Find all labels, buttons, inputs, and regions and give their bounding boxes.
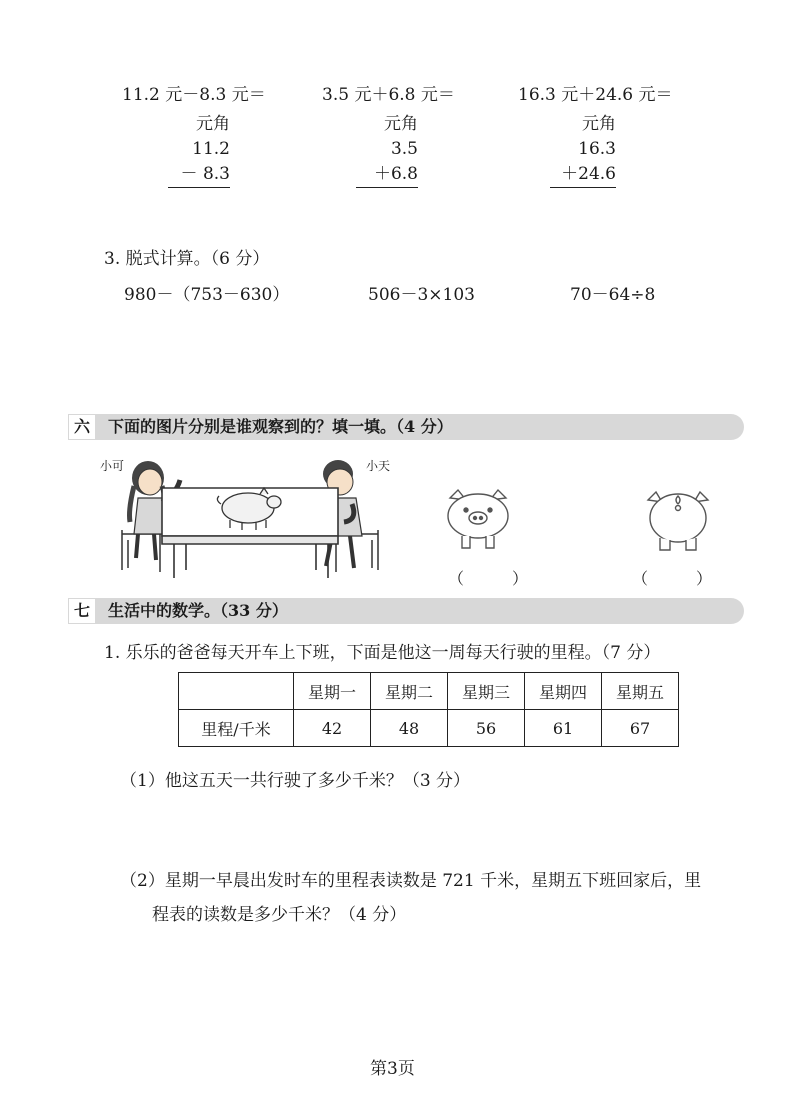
answer-blank-2[interactable]: （ ）: [632, 569, 713, 588]
calc-expression: 3.5 元＋6.8 元＝: [322, 85, 455, 105]
calc-expression: 11.2 元－8.3 元＝: [122, 85, 266, 105]
section-number: 七: [68, 598, 96, 624]
operand-top: 3.5: [390, 139, 418, 159]
table-cell: 61: [525, 710, 602, 747]
section-title: 下面的图片分别是谁观察到的？填一填。（4 分）: [108, 417, 453, 436]
operand-top: 16.3: [578, 139, 616, 159]
section-7-banner: [68, 598, 744, 624]
calc-column: [168, 112, 230, 188]
table-cell: 42: [294, 710, 371, 747]
pig-front-view-image: [440, 488, 516, 554]
mileage-table: [178, 672, 679, 747]
name-label-xiaoke: 小可: [100, 459, 125, 473]
calc-item-3: 70－64÷8: [570, 285, 656, 305]
unit-label: 元角: [582, 114, 616, 134]
table-row: [179, 710, 679, 747]
operand-bottom: ＋24.6: [550, 162, 616, 188]
table-header-cell: [179, 673, 294, 710]
section-number: 六: [68, 414, 96, 440]
unit-label: 元角: [384, 114, 418, 134]
table-header-cell: 星期五: [602, 673, 679, 710]
row-label-cell: 里程/千米: [179, 710, 294, 747]
sub-question-2-line-1: （2）星期一早晨出发时车的里程表读数是 721 千米，星期五下班回家后，里: [120, 871, 702, 891]
pig-back-view-image: [640, 486, 716, 556]
sub-question-1: （1）他这五天一共行驶了多少千米？（3 分）: [120, 771, 471, 791]
table-header-cell: 星期三: [448, 673, 525, 710]
answer-blank-1[interactable]: （ ）: [448, 569, 529, 588]
table-header-cell: 星期二: [371, 673, 448, 710]
operand-top: 11.2: [192, 139, 230, 159]
question-3-title: 3. 脱式计算。（6 分）: [104, 249, 270, 269]
table-cell: 67: [602, 710, 679, 747]
operand-bottom: ＋6.8: [356, 162, 418, 188]
page-number: 第3页: [370, 1059, 415, 1079]
calc-column: [356, 112, 418, 188]
sub-question-2-line-2: 程表的读数是多少千米？（4 分）: [152, 905, 407, 925]
unit-label: 元角: [196, 114, 230, 134]
calc-item-1: 980－（753－630）: [124, 285, 290, 305]
name-label-xiaotian: 小天: [366, 459, 391, 473]
table-cell: 56: [448, 710, 525, 747]
table-header-cell: 星期一: [294, 673, 371, 710]
calc-expression: 16.3 元＋24.6 元＝: [518, 85, 673, 105]
calc-column: [550, 112, 616, 188]
section-title: 生活中的数学。（33 分）: [108, 601, 288, 620]
section-6-banner: [68, 414, 744, 440]
table-header-cell: 星期四: [525, 673, 602, 710]
table-header-row: [179, 673, 679, 710]
observation-scene-illustration: [100, 450, 400, 580]
calc-item-2: 506－3×103: [368, 285, 475, 305]
operand-bottom: － 8.3: [168, 162, 230, 188]
table-cell: 48: [371, 710, 448, 747]
question-1-text: 1. 乐乐的爸爸每天开车上下班，下面是他这一周每天行驶的里程。（7 分）: [104, 643, 661, 663]
